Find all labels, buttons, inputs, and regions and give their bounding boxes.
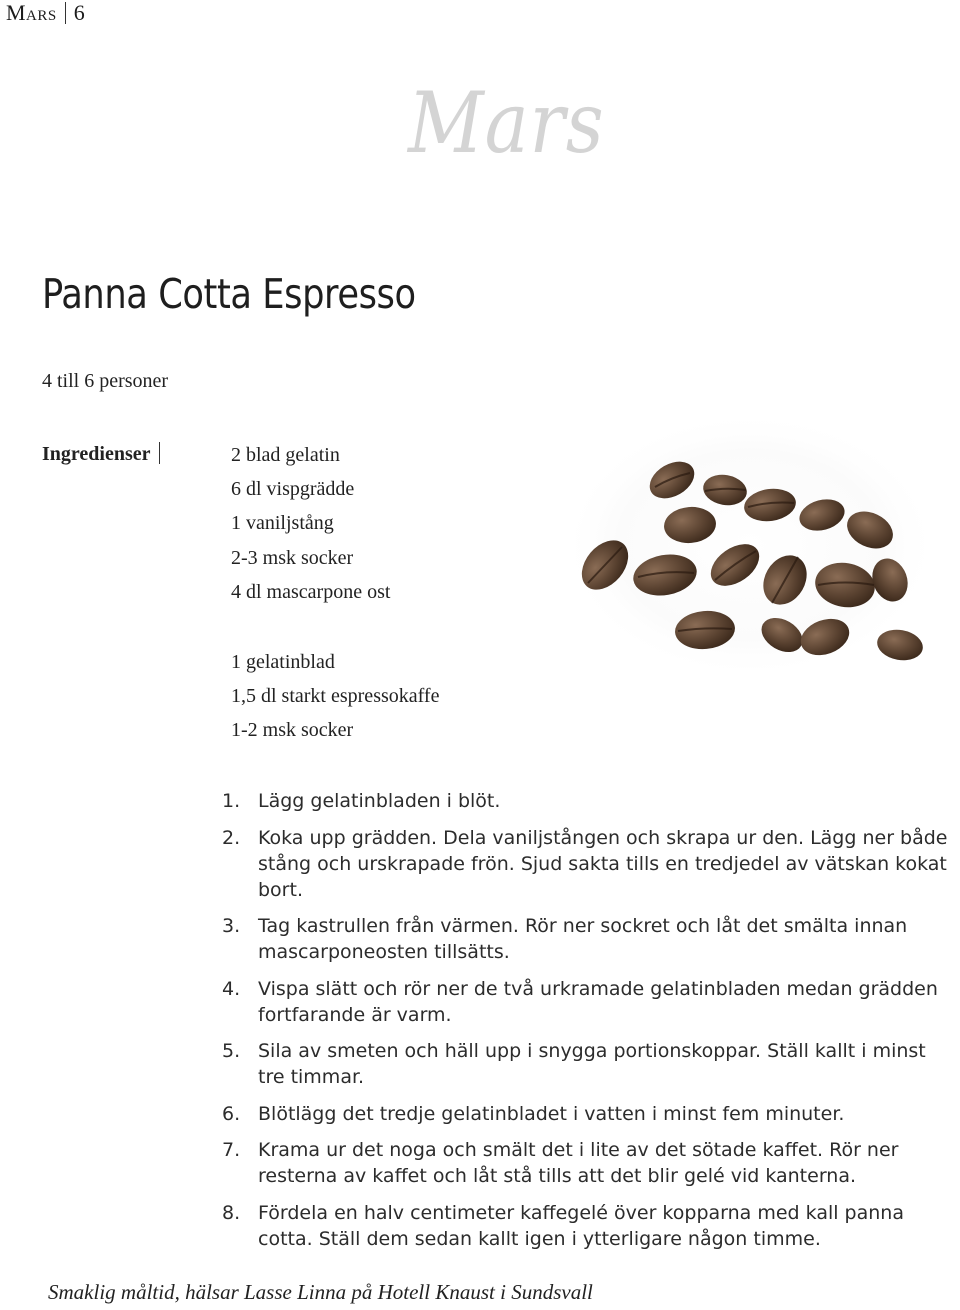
ingredient-item: 2 blad gelatin xyxy=(231,444,340,466)
step-text: Krama ur det noga och smält det i lite av det sötade kaffet. Rör ner resterna av kaffet och låt stå tills att det blir gelé vid kanterna. xyxy=(258,1139,899,1187)
step-number: 2. xyxy=(222,826,241,849)
recipe-title: Panna Cotta Espresso xyxy=(42,270,416,318)
page-number: 6 xyxy=(73,0,86,25)
step-item xyxy=(222,1137,957,1189)
step-text: Koka upp grädden. Dela vaniljstången och skrapa ur den. Lägg ner både stång och urskrapade frön. Sjud sakta tills en tredjedel av vätskan kokat bort. xyxy=(258,826,948,901)
step-number: 8. xyxy=(222,1201,241,1224)
step-item xyxy=(222,1101,957,1127)
step-text: Sila av smeten och häll upp i snygga portionskoppar. Ställ kallt i minst tre timmar. xyxy=(258,1040,926,1088)
step-item xyxy=(222,976,957,1028)
step-item xyxy=(222,913,957,965)
step-item xyxy=(222,1038,957,1090)
step-number: 1. xyxy=(222,790,241,812)
steps-list xyxy=(222,788,957,1262)
step-number: 4. xyxy=(222,977,241,1000)
running-head xyxy=(6,0,85,26)
ingredient-item: 4 dl mascarpone ost xyxy=(231,580,391,603)
ingredient-list-gelee xyxy=(231,645,439,748)
step-number: 3. xyxy=(222,915,241,937)
ingredient-list-base xyxy=(231,438,390,609)
ingredients-label xyxy=(42,442,160,466)
step-text: Fördela en halv centimeter kaffegelé över kopparna med kall panna cotta. Ställ dem sedan kallt igen i ytterligare någon timme. xyxy=(258,1201,904,1250)
step-number: 6. xyxy=(222,1102,241,1125)
step-item xyxy=(222,1200,957,1252)
ingredients-label-text: Ingredienser xyxy=(42,443,151,465)
servings: 4 till 6 personer xyxy=(42,370,169,392)
running-head-month: Mars xyxy=(6,0,57,25)
step-text: Tag kastrullen från värmen. Rör ner sockret och låt det smälta innan mascarponeosten tillsätts. xyxy=(258,915,908,963)
ingredient-item: 1,5 dl starkt espressokaffe xyxy=(231,685,440,708)
step-number: 7. xyxy=(222,1139,241,1161)
ingredients-label-divider xyxy=(159,442,160,464)
step-text: Lägg gelatinbladen i blöt. xyxy=(258,790,501,812)
step-item xyxy=(222,788,957,814)
coffee-beans-photo xyxy=(560,415,935,680)
step-text: Blötlägg det tredje gelatinbladet i vatten i minst fem minuter. xyxy=(258,1102,845,1125)
step-item xyxy=(222,825,957,903)
ingredient-item: 1 vaniljstång xyxy=(231,512,334,535)
ingredient-item: 1-2 msk socker xyxy=(231,719,354,742)
ingredient-item: 2-3 msk socker xyxy=(231,546,354,569)
footer-signature: Smaklig måltid, hälsar Lasse Linna på Hotell Knaust i Sundsvall xyxy=(48,1280,593,1304)
ingredient-item: 1 gelatinblad xyxy=(231,651,335,673)
step-number: 5. xyxy=(222,1040,241,1062)
ingredient-item: 6 dl vispgrädde xyxy=(231,478,355,501)
running-head-divider xyxy=(65,2,66,24)
chapter-title: Mars xyxy=(408,74,605,172)
step-text: Vispa slätt och rör ner de två urkramade gelatinbladen medan grädden fortfarande är varm. xyxy=(258,977,938,1026)
